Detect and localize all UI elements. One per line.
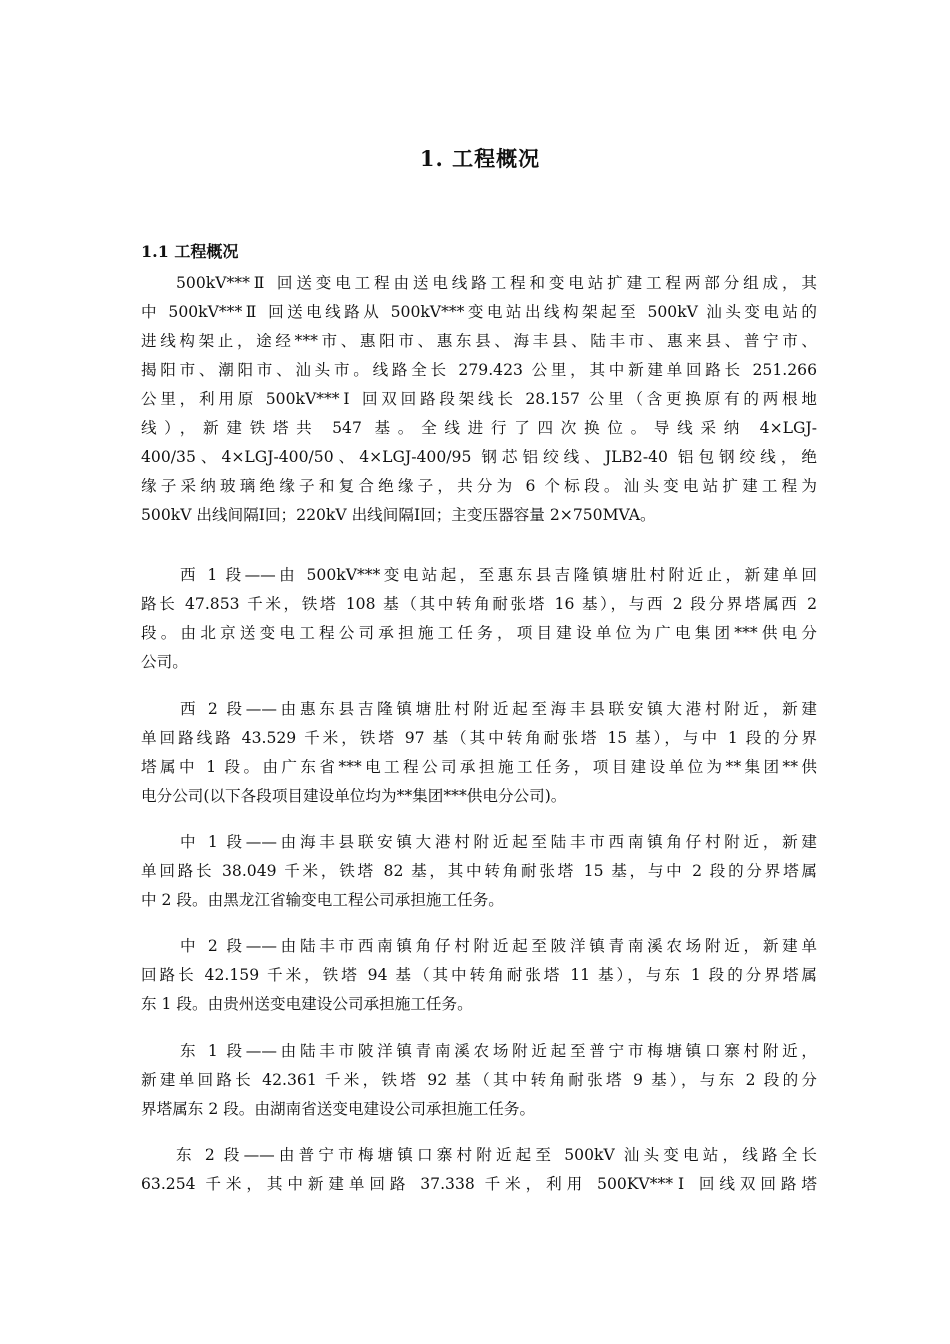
section-heading: 1.1 工程概况 <box>141 242 239 261</box>
paragraph-line: 东 1 段。由贵州送变电建设公司承担施工任务。 <box>141 995 473 1013</box>
document-title: 1. 工程概况 <box>419 146 541 171</box>
paragraph-line: 新建单回路长 42.361 千米，铁塔 92 基（其中转角耐张塔 9 基），与东 2 段的分 <box>141 1071 817 1089</box>
paragraph-line: 塔属中 1 段。由广东省***电工程公司承担施工任务，项目建设单位为**集团**供 <box>141 758 817 776</box>
paragraph-line: 东 1 段——由陆丰市陂洋镇青南溪农场附近起至普宁市梅塘镇口寨村附近， <box>180 1042 817 1060</box>
paragraph-line: 揭阳市、潮阳市、汕头市。线路全长 279.423 公里，其中新建单回路长 251.266 <box>141 361 817 379</box>
paragraph-line: 63.254 千米，其中新建单回路 37.338 千米，利用 500KV***Ⅰ 回线双回路塔 <box>141 1175 817 1193</box>
paragraph-line: 西 1 段——由 500kV***变电站起，至惠东县吉隆镇塘肚村附近止，新建单回 <box>180 566 817 584</box>
paragraph-line: 电分公司(以下各段项目建设单位均为**集团***供电分公司)。 <box>141 787 567 805</box>
paragraph-line: 段。由北京送变电工程公司承担施工任务，项目建设单位为广电集团***供电分 <box>141 624 817 642</box>
paragraph-line: 路长 47.853 千米，铁塔 108 基（其中转角耐张塔 16 基），与西 2 段分界塔属西 2 <box>141 595 817 613</box>
paragraph-line: 单回路长 38.049 千米，铁塔 82 基，其中转角耐张塔 15 基，与中 2 段的分界塔属 <box>141 862 817 880</box>
paragraph-line: 中 2 段——由陆丰市西南镇角仔村附近起至陂洋镇青南溪农场附近，新建单 <box>180 937 817 955</box>
paragraph-line: 公司。 <box>141 653 188 671</box>
paragraph-line: 中 2 段。由黑龙江省输变电工程公司承担施工任务。 <box>141 891 504 909</box>
paragraph-line: 进线构架止，途经***市、惠阳市、惠东县、海丰县、陆丰市、惠来县、普宁市、 <box>141 332 817 350</box>
paragraph-line: 公里，利用原 500kV***Ⅰ 回双回路段架线长 28.157 公里（含更换原有的两根地 <box>141 390 817 408</box>
paragraph-line: 缘子采纳玻璃绝缘子和复合绝缘子，共分为 6 个标段。汕头变电站扩建工程为 <box>141 477 817 495</box>
paragraph-line: 界塔属东 2 段。由湖南省送变电建设公司承担施工任务。 <box>141 1100 536 1118</box>
paragraph-line: 500kV 出线间隔Ⅰ回；220kV 出线间隔Ⅰ回；主变压器容量 2×750MVA。 <box>141 506 656 524</box>
paragraph-line: 西 2 段——由惠东县吉隆镇塘肚村附近起至海丰县联安镇大港村附近，新建 <box>180 700 817 718</box>
paragraph-west-1 <box>141 561 817 677</box>
paragraph-west-2 <box>141 695 817 811</box>
paragraph-line: 回路长 42.159 千米，铁塔 94 基（其中转角耐张塔 11 基），与东 1 段的分界塔属 <box>141 966 817 984</box>
paragraph-line: 400/35、4×LGJ-400/50、4×LGJ-400/95 钢芯铝绞线、JLB2-40 铝包钢绞线，绝 <box>141 448 817 466</box>
paragraph-line: 线），新建铁塔共 547 基。全线进行了四次换位。导线采纳 4×LGJ- <box>141 419 817 437</box>
paragraph-middle-2 <box>141 932 817 1019</box>
paragraph-middle-1 <box>141 828 817 915</box>
paragraph-east-1 <box>141 1037 817 1124</box>
paragraph-line: 中 1 段——由海丰县联安镇大港村附近起至陆丰市西南镇角仔村附近，新建 <box>180 833 817 851</box>
paragraph-line: 单回路线路 43.529 千米，铁塔 97 基（其中转角耐张塔 15 基），与中 1 段的分界 <box>141 729 817 747</box>
paragraph-overview <box>141 269 817 530</box>
paragraph-east-2 <box>141 1141 817 1199</box>
paragraph-line: 东 2 段——由普宁市梅塘镇口寨村附近起至 500kV 汕头变电站，线路全长 <box>176 1146 817 1164</box>
paragraph-line: 500kV***Ⅱ 回送变电工程由送电线路工程和变电站扩建工程两部分组成，其 <box>176 274 817 292</box>
paragraph-line: 中 500kV***Ⅱ 回送电线路从 500kV***变电站出线构架起至 500kV 汕头变电站的 <box>141 303 817 321</box>
